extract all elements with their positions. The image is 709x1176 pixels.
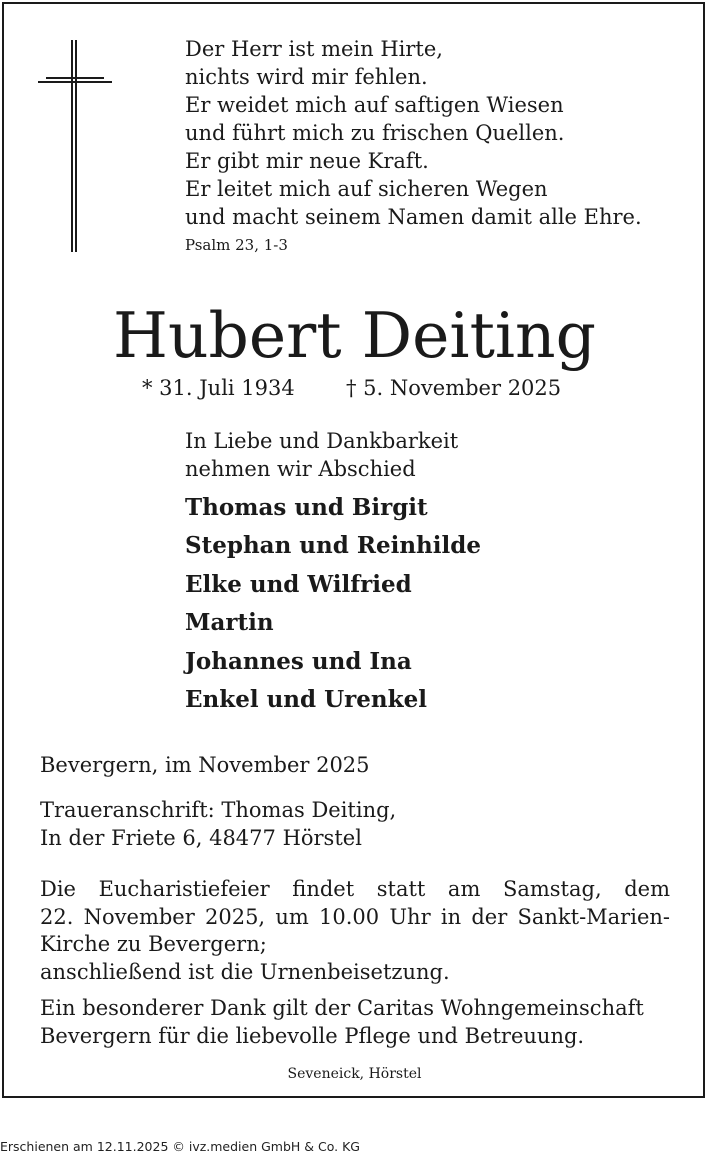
family-member: Johannes und Ina (185, 647, 412, 675)
verse-line: und macht seinem Namen damit alle Ehre. (185, 205, 642, 229)
psalm-verse (185, 35, 642, 231)
family-list (185, 489, 481, 719)
thanks-note (40, 994, 644, 1050)
family-member: Enkel und Urenkel (185, 686, 427, 714)
verse-line: und führt mich zu frischen Quellen. (185, 121, 565, 145)
place-date: Bevergern, im November 2025 (40, 753, 370, 777)
family-member: Thomas und Birgit (185, 494, 428, 521)
deceased-name: Hubert Deiting (113, 299, 596, 372)
verse-line: Er weidet mich auf saftigen Wiesen (185, 93, 564, 117)
verse-line: Er gibt mir neue Kraft. (185, 149, 429, 173)
farewell-intro (185, 427, 458, 483)
location-label: Seveneick, Hörstel (287, 1066, 422, 1082)
publication-footer: Erschienen am 12.11.2025 © ivz.medien GmbH & Co. KG (0, 1139, 360, 1154)
intro-line: In Liebe und Dankbarkeit (185, 429, 459, 453)
service-line: Kirche zu Bevergern; (40, 932, 267, 956)
family-member: Martin (185, 609, 274, 637)
cross-icon (38, 40, 112, 252)
death-date: † 5. November 2025 (346, 376, 562, 400)
service-line: anschließend ist die Urnenbeisetzung. (40, 959, 450, 984)
thanks-line: Ein besonderer Dank gilt der Caritas Wohngemeinschaft (40, 996, 644, 1020)
service-line: 22. November 2025, um 10.00 Uhr in der Sankt-Marien- (40, 904, 670, 929)
birth-date: * 31. Juli 1934 (142, 376, 295, 400)
family-member: Stephan und Reinhilde (185, 532, 481, 560)
service-info (40, 876, 670, 986)
mourning-address (40, 796, 396, 852)
verse-line: Er leitet mich auf sicheren Wegen (185, 177, 548, 201)
verse-line: Der Herr ist mein Hirte, (185, 37, 443, 61)
service-line: Die Eucharistiefeier findet statt am Samstag, dem (40, 877, 670, 901)
verse-source: Psalm 23, 1-3 (185, 236, 288, 254)
verse-line: nichts wird mir fehlen. (185, 65, 428, 89)
thanks-line: Bevergern für die liebevolle Pflege und Betreuung. (40, 1024, 585, 1048)
address-line: Traueranschrift: Thomas Deiting, (40, 798, 397, 822)
family-member: Elke und Wilfried (185, 570, 412, 598)
address-line: In der Friete 6, 48477 Hörstel (40, 826, 362, 850)
intro-line: nehmen wir Abschied (185, 457, 416, 481)
